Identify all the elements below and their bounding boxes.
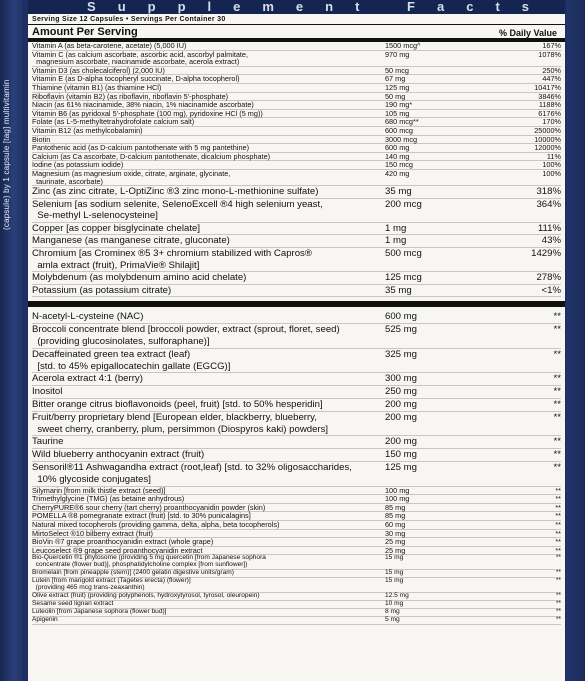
nutrient-name: Inositol (32, 386, 63, 398)
nutrient-name: Bromelain [from pineapple (stem)] (2400 gelatin digestive units/gram) (32, 569, 234, 577)
nutrient-daily-value: 250% (542, 65, 561, 75)
nutrient-name: Vitamin E (as D-alpha tocopheryl succinate, D-alpha tocopherol) (32, 74, 240, 84)
nutrient-amount: 150 mcg (385, 160, 413, 170)
nutrient-daily-value: ** (555, 502, 561, 512)
nutrient-name: Vitamin B12 (as methylcobalamin) (32, 125, 143, 135)
nutrient-daily-value: ** (555, 511, 561, 521)
nutrient-amount: 25 mg (385, 537, 406, 547)
bottle-edge-left (0, 0, 22, 681)
nutrient-amount: 25 mg (385, 545, 406, 555)
vitamins-list (28, 42, 565, 186)
nutrient-name: Iodine (as potassium iodide) (32, 160, 124, 170)
panel-title: Supplement Facts (28, 0, 565, 14)
nutrient-row (32, 248, 561, 272)
nutrient-name: Bio-Quercetin ®1 phytosome (providing 5 mg quercetin [from Japanese sophora concentrate (flower bud)], phosphatidylcholine complex [from sunflower]) (32, 554, 266, 569)
nutrient-daily-value: ** (555, 599, 561, 607)
nutrient-daily-value: 100% (542, 160, 561, 170)
nutrient-name: Sensoril®11 Ashwagandha extract (root,leaf) [std. to 32% oligosaccharides, 10% glycoside conjugates] (32, 462, 352, 485)
nutrient-amount: 125 mg (385, 462, 417, 473)
nutrient-daily-value: 364% (536, 198, 561, 210)
nutrient-amount: 35 mg (385, 284, 412, 296)
nutrient-daily-value: 1429% (531, 248, 561, 260)
nutrient-amount: 525 mg (385, 324, 417, 336)
nutrient-daily-value: 111% (537, 222, 561, 234)
section-divider (28, 301, 565, 307)
nutrient-row (32, 186, 561, 199)
nutrient-row (32, 555, 561, 570)
nutrient-row (32, 399, 561, 412)
nutrient-amount: 60 mg (385, 519, 406, 529)
nutrient-row (32, 199, 561, 223)
nutrient-name: Thiamine (vitamin B1) (as thiamine HCl) (32, 82, 162, 92)
nutrient-name: Leucoselect ®9 grape seed proanthocyanidin extract (32, 545, 203, 555)
nutrient-amount: 680 mcg** (385, 117, 419, 127)
nutrient-amount: 12.5 mg (385, 591, 409, 599)
nutrient-name: Bitter orange citrus bioflavonoids (peel, fruit) [std. to 50% hesperidin] (32, 399, 323, 411)
nutrient-name: MirtoSelect ®10 bilberry extract (fruit) (32, 528, 153, 538)
nutrient-amount: 50 mcg (385, 65, 409, 75)
nutrient-name: Riboflavin (vitamin B2) (as riboflavin, riboflavin 5'-phosphate) (32, 91, 229, 101)
nutrient-amount: 325 mg (385, 348, 417, 360)
nutrient-row (32, 285, 561, 298)
nutrient-name: Wild blueberry anthocyanin extract (fruit) (32, 449, 205, 461)
nutrient-daily-value: ** (555, 537, 561, 547)
nutrient-amount: 150 mg (385, 449, 417, 461)
nutrient-name: Fruit/berry proprietary blend [European elder, blackberry, blueberry, sweet cherry, cranberry, plum, persimmon (Diospyros kaki) powders] (32, 411, 329, 435)
nutrient-amount: 67 mg (385, 74, 406, 84)
nutrient-amount: 125 mg (385, 82, 410, 92)
nutrient-name: Apigenin (32, 615, 58, 623)
nutrient-amount: 30 mg (385, 528, 406, 538)
nutrient-daily-value: ** (555, 607, 561, 615)
nutrient-daily-value: ** (555, 519, 561, 529)
nutrient-name: Acerola extract 4:1 (berry) (32, 373, 143, 385)
nutrient-row (32, 170, 561, 186)
nutrient-daily-value: <1% (541, 284, 561, 296)
nutrient-name: Molybdenum (as molybdenum amino acid chelate) (32, 272, 247, 284)
nutrient-daily-value: ** (555, 591, 561, 599)
nutrient-daily-value: 447% (542, 74, 561, 84)
nutrient-amount: 1 mg (385, 235, 407, 247)
nutrient-name: Niacin (as 61% niacinamide, 38% niacin, 1% niacinamide ascorbate) (32, 100, 254, 110)
nutrient-amount: 200 mg (385, 399, 417, 411)
nutrient-amount: 500 mcg (385, 248, 422, 260)
nutrient-daily-value: ** (555, 577, 561, 585)
nutrient-name: Magnesium (as magnesium oxide, citrate, arginate, glycinate, taurinate, ascorbate) (32, 168, 231, 186)
nutrient-row (32, 349, 561, 374)
nutrient-amount: 100 mg (385, 485, 410, 495)
nutrient-name: Vitamin C (as calcium ascorbate, ascorbic acid, ascorbyl palmitate, magnesium ascorbate, niacinamide ascorbate, acerola extract) (32, 49, 249, 67)
nutrient-daily-value: ** (553, 348, 561, 360)
nutrient-name: POMELLA ®8 pomegranate extract (fruit) [std. to 30% punicalagins] (32, 511, 251, 521)
nutrient-daily-value: ** (555, 554, 561, 562)
nutrient-name: Taurine (32, 436, 64, 448)
nutrient-amount: 85 mg (385, 511, 406, 521)
nutrient-name: Zinc (as zinc citrate, L-OptiZinc ®3 zinc mono-L-methionine sulfate) (32, 186, 319, 198)
nutrient-amount: 600 mg (385, 143, 410, 153)
nutrient-name: Chromium [as Crominex ®5 3+ chromium stabilized with Capros® amla extract (fruit), PrimaVie® Shilajit] (32, 248, 312, 271)
amount-header: Amount Per Serving (32, 26, 138, 38)
nutrient-amount: 1 mg (385, 222, 407, 234)
nutrient-daily-value: 1188% (538, 100, 561, 110)
nutrient-daily-value: 1078% (538, 49, 561, 59)
nutrient-daily-value: ** (555, 615, 561, 623)
nutrient-name: Pantothenic acid (as D-calcium pantothenate with 5 mg pantethine) (32, 143, 250, 153)
nutrient-row (32, 462, 561, 487)
nutrient-daily-value: ** (555, 485, 561, 495)
nutrient-daily-value: 43% (541, 235, 561, 247)
nutrient-amount: 200 mg (385, 436, 417, 448)
nutrient-daily-value: 6176% (538, 108, 561, 118)
nutrient-amount: 10 mg (385, 599, 404, 607)
nutrient-amount: 300 mg (385, 373, 417, 385)
nutrient-daily-value: 100% (542, 168, 561, 178)
nutrient-name: Decaffeinated green tea extract (leaf) [std. to 45% epigallocatechin gallate (EGCG)] (32, 348, 231, 372)
nutrient-amount: 35 mg (385, 186, 412, 198)
nutrient-row (32, 609, 561, 617)
nutrient-name: Vitamin B6 (as pyridoxal 5'-phosphate (100 mg), pyridoxine HCl (5 mg)) (32, 108, 263, 118)
nutrient-daily-value: 25000% (534, 125, 561, 135)
nutrient-amount: 250 mg (385, 386, 417, 398)
nutrient-daily-value: 318% (536, 186, 561, 198)
nutrient-row (32, 51, 561, 67)
nutrient-daily-value: 10417% (534, 82, 561, 92)
nutrient-amount: 140 mg (385, 151, 410, 161)
nutrient-name: Folate (as L-5-methyltetrahydrofolate calcium salt) (32, 117, 195, 127)
nutrient-amount: 970 mg (385, 49, 410, 59)
supplement-facts-panel (28, 0, 565, 681)
nutrient-name: BioVin ®7 grape proanthocyanidin extract (whole grape) (32, 537, 214, 547)
nutrient-row (32, 311, 561, 324)
nutrient-amount: 125 mcg (385, 272, 422, 284)
nutrient-name: Lutein [from marigold extract (Tagetes erecta) (flower)] (providing 465 mcg trans-zeaxanthin) (32, 577, 191, 591)
other-ingredients-list (28, 311, 565, 624)
nutrient-name: Olive extract (fruit) (providing polyphenols, hydroxytyrosol, tyrosol, oleuropein) (32, 591, 260, 599)
nutrient-amount: 1500 mcg^ (385, 41, 421, 50)
nutrient-amount: 190 mg* (385, 100, 413, 110)
nutrient-daily-value: 278% (536, 272, 561, 284)
nutrient-row (32, 272, 561, 285)
nutrient-daily-value: ** (553, 373, 561, 385)
nutrient-daily-value: ** (555, 528, 561, 538)
nutrient-name: CherryPURE®6 sour cherry (tart cherry) proanthocyanidin powder (skin) (32, 502, 266, 512)
nutrient-name: Copper [as copper bisglycinate chelate] (32, 222, 200, 234)
nutrient-row (32, 235, 561, 248)
nutrient-name: Natural mixed tocopherols (providing gamma, delta, alpha, beta tocopherols) (32, 519, 280, 529)
nutrient-daily-value: ** (553, 449, 561, 461)
nutrient-amount: 600 mg (385, 311, 417, 323)
serving-info: Serving Size 12 Capsules • Servings Per Container 30 (28, 14, 565, 25)
nutrient-name: Silymarin [from milk thistle extract (seed)] (32, 485, 166, 495)
nutrient-name: Manganese (as manganese citrate, gluconate) (32, 235, 230, 247)
nutrient-daily-value: 3846% (538, 91, 561, 101)
nutrient-amount: 15 mg (385, 569, 404, 577)
bottle-edge-right (567, 0, 585, 681)
nutrient-amount: 200 mcg (385, 198, 422, 210)
nutrient-daily-value: ** (553, 399, 561, 411)
nutrient-amount: 50 mg (385, 91, 406, 101)
nutrient-amount: 105 mg (385, 108, 410, 118)
nutrient-name: Selenium [as sodium selenite, SelenoExcell ®4 high selenium yeast, Se-methyl L-selenocysteine] (32, 198, 323, 222)
nutrient-name: Vitamin A (as beta-carotene, acetate) (5,000 IU) (32, 41, 187, 50)
nutrient-name: N-acetyl-L-cysteine (NAC) (32, 311, 144, 323)
nutrient-amount: 5 mg (385, 615, 400, 623)
nutrient-row (32, 412, 561, 437)
nutrient-row (32, 578, 561, 593)
nutrient-daily-value: ** (553, 386, 561, 398)
nutrient-daily-value: 11% (546, 151, 561, 161)
nutrient-name: Sesame seed lignan extract (32, 599, 114, 607)
nutrient-daily-value: ** (553, 411, 561, 423)
nutrient-daily-value: ** (553, 436, 561, 448)
nutrient-row (32, 436, 561, 449)
nutrient-row (32, 373, 561, 386)
nutrient-daily-value: 170% (542, 117, 561, 127)
nutrient-amount: 15 mg (385, 554, 404, 562)
nutrient-name: Trimethylglycine (TMG) (as betaine anhydrous) (32, 494, 185, 504)
nutrient-amount: 15 mg (385, 577, 404, 585)
nutrient-name: Broccoli concentrate blend [broccoli powder, extract (sprout, floret, seed) (providing glucosinolates, sulforaphane)] (32, 324, 340, 348)
nutrient-daily-value: ** (553, 324, 561, 336)
nutrient-name: Vitamin D3 (as cholecalciferol) (2,000 IU) (32, 65, 165, 75)
daily-value-header: % Daily Value (498, 28, 557, 38)
nutrient-daily-value: ** (555, 494, 561, 504)
nutrient-amount: 8 mg (385, 607, 400, 615)
nutrient-daily-value: 12000% (534, 143, 561, 153)
nutrient-row (32, 617, 561, 625)
nutrient-name: Potassium (as potassium citrate) (32, 284, 172, 296)
nutrient-row (32, 449, 561, 462)
nutrient-row (32, 127, 561, 136)
nutrient-amount: 100 mg (385, 494, 410, 504)
minerals-list (28, 186, 565, 297)
side-label-text: (capsule) by 1 capsule [tag] multivitamin (2, 79, 11, 230)
nutrient-row (32, 223, 561, 236)
nutrient-daily-value: ** (553, 311, 561, 323)
nutrient-daily-value: ** (555, 569, 561, 577)
nutrient-amount: 420 mg (385, 168, 410, 178)
nutrient-amount: 85 mg (385, 502, 406, 512)
nutrient-daily-value: ** (553, 462, 561, 473)
nutrient-amount: 200 mg (385, 411, 417, 423)
nutrient-name: Calcium (as Ca ascorbate, D-calcium pantothenate, dicalcium phosphate) (32, 151, 271, 161)
nutrient-name: Luteolin [from Japanese sophora (flower bud)] (32, 607, 167, 615)
nutrient-daily-value: 167% (542, 41, 561, 50)
column-header-row (28, 25, 565, 42)
nutrient-name: Biotin (32, 134, 51, 144)
nutrient-row (32, 386, 561, 399)
nutrient-amount: 3000 mcg (385, 134, 418, 144)
nutrient-row (32, 324, 561, 349)
nutrient-daily-value: 10000% (534, 134, 561, 144)
nutrient-daily-value: ** (555, 545, 561, 555)
nutrient-amount: 600 mcg (385, 125, 413, 135)
